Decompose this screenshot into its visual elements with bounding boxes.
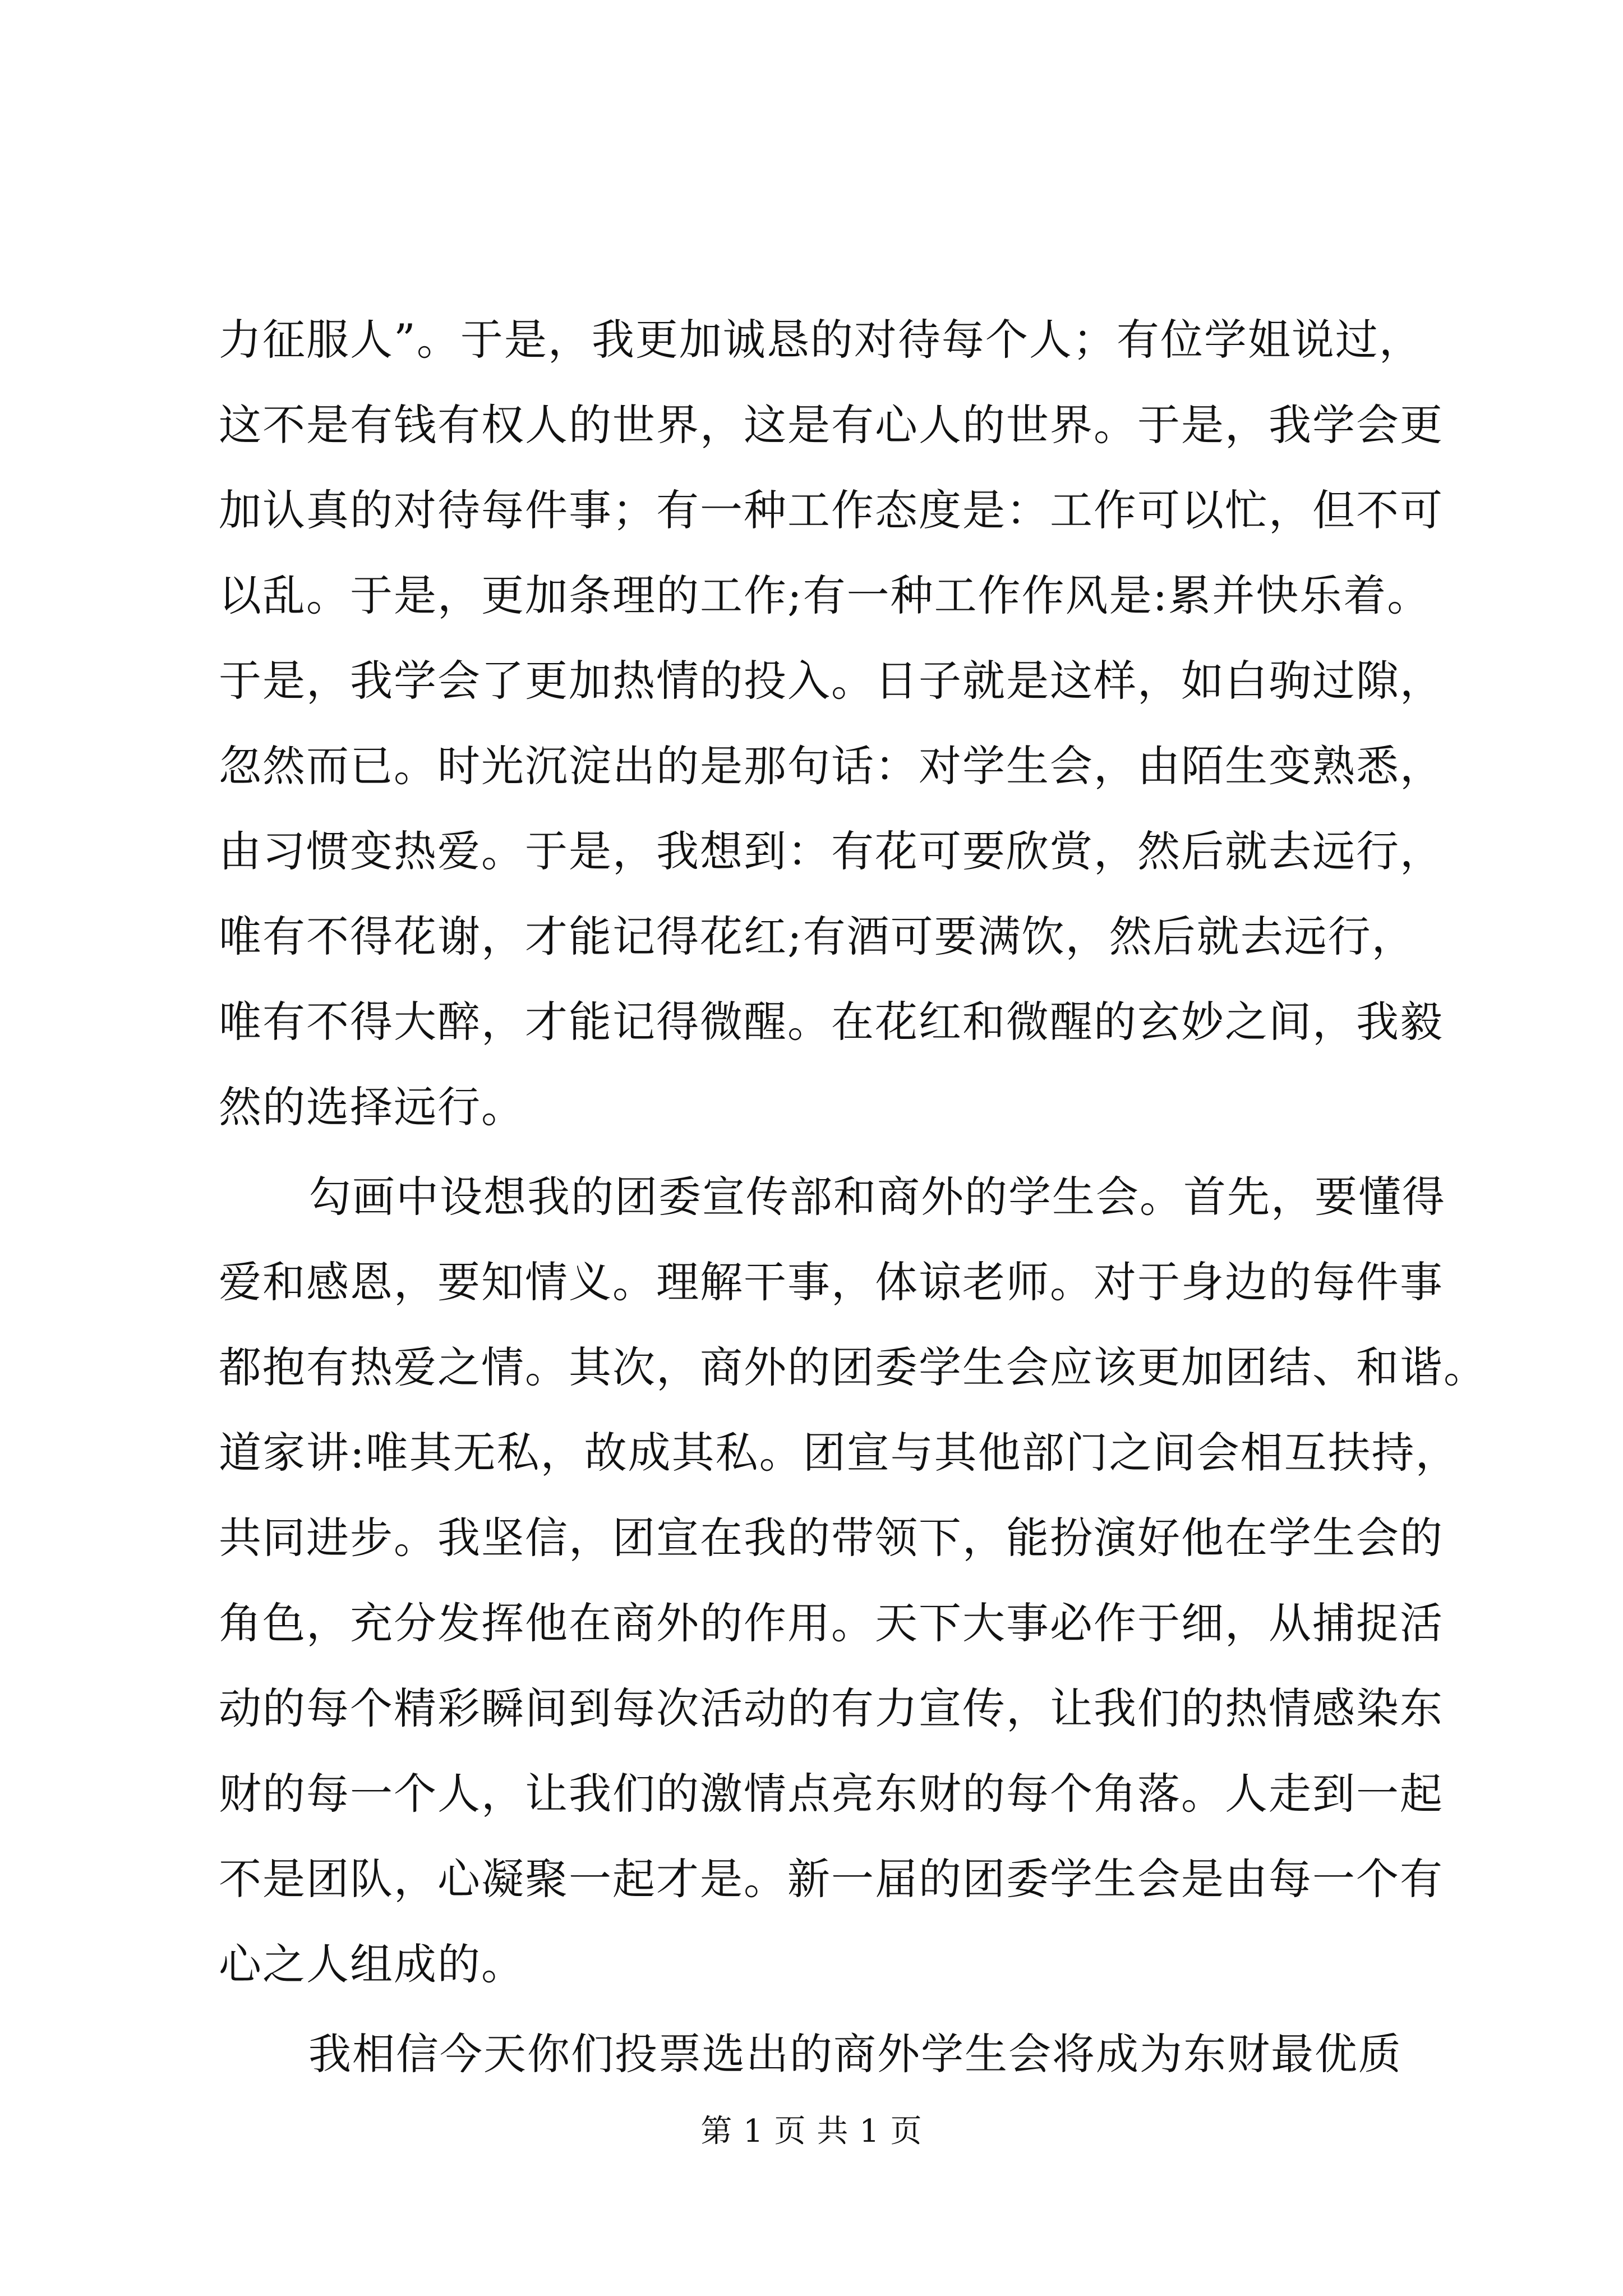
- paragraph-spacer: [219, 1150, 1441, 1154]
- text-line: 勾画中设想我的团委宣传部和商外的学生会。首先，要懂得: [308, 1172, 1446, 1222]
- text-line: 忽然而已。时光沉淀出的是那句话：对学生会，由陌生变熟悉，: [219, 741, 1444, 791]
- document-body: [219, 297, 1487, 2097]
- paragraph-spacer: [219, 2007, 1441, 2012]
- text-line: 力征服人”。于是，我更加诚恳的对待每个人；有位学姐说过，: [219, 315, 1423, 365]
- text-line: 我相信今天你们投票选出的商外学生会将成为东财最优质: [308, 2029, 1402, 2079]
- text-line: 不是团队，心凝聚一起才是。新一届的团委学生会是由每一个有: [219, 1854, 1444, 1904]
- text-line: 然的选择远行。: [219, 1082, 525, 1132]
- text-line: 唯有不得花谢，才能记得花红;有酒可要满饮，然后就去远行，: [219, 912, 1415, 961]
- text-line: 心之人组成的。: [219, 1939, 525, 1989]
- paragraph-3: [219, 2012, 1441, 2097]
- paragraph-2: [219, 1154, 1487, 2007]
- text-line: 这不是有钱有权人的世界，这是有心人的世界。于是，我学会更: [219, 400, 1444, 450]
- text-line: 都抱有热爱之情。其次，商外的团委学生会应该更加团结、和谐。: [219, 1342, 1487, 1392]
- text-line: 于是，我学会了更加热情的投入。日子就是这样，如白驹过隙，: [219, 656, 1444, 706]
- text-line: 爱和感恩，要知情义。理解干事，体谅老师。对于身边的每件事: [219, 1257, 1444, 1307]
- paragraph-1: [219, 297, 1444, 1150]
- text-line: 财的每一个人，让我们的激情点亮东财的每个角落。人走到一起: [219, 1769, 1444, 1819]
- text-line: 以乱。于是，更加条理的工作;有一种工作作风是:累并快乐着。: [219, 570, 1431, 620]
- text-line: 唯有不得大醉，才能记得微醒。在花红和微醒的玄妙之间，我毅: [219, 997, 1444, 1047]
- page-footer: 第 1 页 共 1 页: [700, 2113, 923, 2150]
- text-line: 动的每个精彩瞬间到每次活动的有力宣传，让我们的热情感染东: [219, 1683, 1444, 1733]
- text-line: 加认真的对待每件事；有一种工作态度是：工作可以忙，但不可: [219, 485, 1444, 535]
- text-line: 共同进步。我坚信，团宣在我的带领下，能扮演好他在学生会的: [219, 1513, 1444, 1563]
- text-line: 由习惯变热爱。于是，我想到：有花可要欣赏，然后就去远行，: [219, 826, 1444, 876]
- text-line: 道家讲:唯其无私，故成其私。团宣与其他部门之间会相互扶持，: [219, 1428, 1459, 1478]
- text-line: 角色，充分发挥他在商外的作用。天下大事必作于细，从捕捉活: [219, 1598, 1444, 1648]
